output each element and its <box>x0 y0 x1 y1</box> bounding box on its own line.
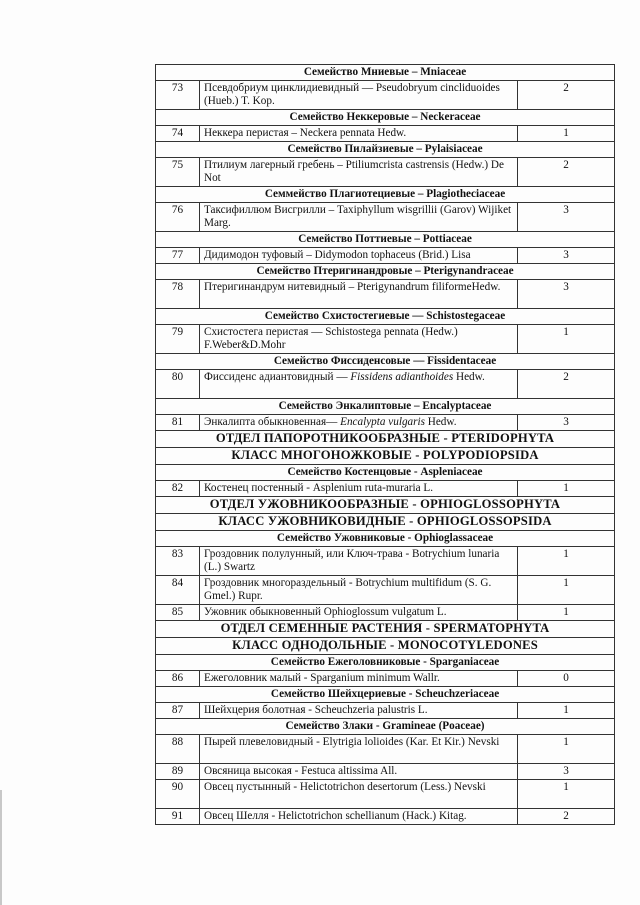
species-name <box>200 325 518 354</box>
species-name <box>200 605 518 621</box>
species-number: 79 <box>156 325 200 354</box>
species-number: 90 <box>156 780 200 809</box>
species-row <box>156 576 615 605</box>
species-name <box>200 158 518 187</box>
species-name-text: Фиссиденс адиантовидный — <box>204 371 351 383</box>
family-header-row <box>156 465 615 481</box>
species-number: 83 <box>156 547 200 576</box>
species-number: 80 <box>156 370 200 399</box>
species-name <box>200 248 518 264</box>
status-category: 2 <box>518 809 615 825</box>
family-header-row <box>156 687 615 703</box>
status-category: 3 <box>518 248 615 264</box>
species-name <box>200 547 518 576</box>
family-header-row <box>156 187 615 203</box>
species-row <box>156 735 615 764</box>
species-row <box>156 370 615 399</box>
species-row <box>156 547 615 576</box>
species-row <box>156 780 615 809</box>
species-number: 77 <box>156 248 200 264</box>
species-name <box>200 280 518 309</box>
family-header-row <box>156 110 615 126</box>
species-number: 84 <box>156 576 200 605</box>
species-row <box>156 481 615 497</box>
status-category: 1 <box>518 576 615 605</box>
status-category: 1 <box>518 325 615 354</box>
species-row <box>156 605 615 621</box>
species-name-text: Птилиум лагерный гребень – Ptiliumcrista castrensis (Hedw.) De Not <box>204 159 504 184</box>
status-category: 2 <box>518 81 615 110</box>
species-name-text: Псевдобриум цинклидиевидный — Pseudobryum cincliduoides (Hueb.) T. Kop. <box>204 82 500 107</box>
species-row <box>156 415 615 431</box>
status-category: 1 <box>518 703 615 719</box>
species-number: 82 <box>156 481 200 497</box>
family-title: Семейство Ежеголовниковые - Sparganiaceae <box>156 655 615 671</box>
species-number: 76 <box>156 203 200 232</box>
species-name <box>200 764 518 780</box>
family-header-row <box>156 655 615 671</box>
division-title: ОТДЕЛ СЕМЕННЫЕ РАСТЕНИЯ - SPERMATOPHYTA <box>156 621 615 638</box>
species-name <box>200 809 518 825</box>
species-name-text: Пырей плевеловидный - Elytrigia lolioides (Kar. Et Kir.) Nevski <box>204 736 500 748</box>
species-number: 85 <box>156 605 200 621</box>
species-name <box>200 81 518 110</box>
family-header-row <box>156 309 615 325</box>
species-row <box>156 809 615 825</box>
species-row <box>156 203 615 232</box>
family-title: Семейство Костенцовые - Aspleniaceae <box>156 465 615 481</box>
species-number: 91 <box>156 809 200 825</box>
species-name-text: Дидимодон туфовый – Didymodon tophaceus (Brid.) Lisa <box>204 249 471 261</box>
family-title: Семейство Злаки - Gramineae (Poaceae) <box>156 719 615 735</box>
species-name <box>200 415 518 431</box>
status-category: 1 <box>518 481 615 497</box>
status-category: 1 <box>518 780 615 809</box>
family-header-row <box>156 531 615 547</box>
division-title: ОТДЕЛ ПАПОРОТНИКООБРАЗНЫЕ - PTERIDOPHYTA <box>156 431 615 448</box>
family-title: Семейство Схистостегиевые — Schistostegaceae <box>156 309 615 325</box>
family-header-row <box>156 719 615 735</box>
species-name <box>200 203 518 232</box>
species-number: 88 <box>156 735 200 764</box>
species-name <box>200 576 518 605</box>
species-name-text: Гроздовник многораздельный - Botrychium multifidum (S. G. Gmel.) Rupr. <box>204 577 492 602</box>
family-title: Семейство Поттиевые – Pottiaceae <box>156 232 615 248</box>
species-number: 73 <box>156 81 200 110</box>
family-title: Семейство Энкалиптовые – Encalyptaceae <box>156 399 615 415</box>
species-row <box>156 325 615 354</box>
family-header-row <box>156 142 615 158</box>
species-table-body <box>156 65 615 825</box>
species-row <box>156 248 615 264</box>
species-name-text: Неккера перистая – Neckera pennata Hedw. <box>204 127 407 139</box>
division-header-row <box>156 431 615 448</box>
species-number: 78 <box>156 280 200 309</box>
status-category: 3 <box>518 203 615 232</box>
species-name <box>200 671 518 687</box>
species-number: 74 <box>156 126 200 142</box>
species-name-text: Птеригинандрум нитевидный – Pterigynandrum filiformeHedw. <box>204 281 501 293</box>
status-category: 3 <box>518 415 615 431</box>
species-author: Hedw. <box>453 371 485 383</box>
species-number: 81 <box>156 415 200 431</box>
family-title: Семейство Пилайзиевые – Pylaisiaceae <box>156 142 615 158</box>
species-name-text: Энкалипта обыкновенная— <box>204 416 341 428</box>
species-latin-name: Encalypta vulgaris <box>340 416 425 428</box>
family-title: Семейство Фиссиденсовые — Fissidentaceae <box>156 354 615 370</box>
division-title: ОТДЕЛ УЖОВНИКООБРАЗНЫЕ - OPHIOGLOSSOPHYTA <box>156 497 615 514</box>
family-header-row <box>156 232 615 248</box>
species-number: 86 <box>156 671 200 687</box>
species-row <box>156 81 615 110</box>
division-header-row <box>156 638 615 655</box>
species-name-text: Овсец Шелля - Helictotrichon schellianum (Hack.) Kitag. <box>204 810 467 822</box>
species-name-text: Овсяница высокая - Festuca altissima All. <box>204 765 398 777</box>
species-number: 87 <box>156 703 200 719</box>
division-header-row <box>156 514 615 531</box>
species-row <box>156 671 615 687</box>
status-category: 3 <box>518 280 615 309</box>
division-title: КЛАСС МНОГОНОЖКОВЫЕ - POLYPODIOPSIDA <box>156 448 615 465</box>
family-title: Семейство Птеригинандровые – Pterigynandraceae <box>156 264 615 280</box>
family-header-row <box>156 399 615 415</box>
scan-margin-shadow <box>0 790 2 905</box>
division-header-row <box>156 448 615 465</box>
status-category: 1 <box>518 735 615 764</box>
status-category: 0 <box>518 671 615 687</box>
family-title: Семейство Ужовниковые - Ophioglassaceae <box>156 531 615 547</box>
family-header-row <box>156 264 615 280</box>
species-row <box>156 126 615 142</box>
species-row <box>156 158 615 187</box>
species-name <box>200 703 518 719</box>
species-author: Hedw. <box>424 416 457 428</box>
species-name <box>200 481 518 497</box>
family-header-row <box>156 65 615 81</box>
family-title: Семмейство Плагиотециевые – Plagiotheciaceae <box>156 187 615 203</box>
status-category: 3 <box>518 764 615 780</box>
species-name <box>200 370 518 399</box>
status-category: 1 <box>518 126 615 142</box>
species-name-text: Схистостега перистая — Schistostega pennata (Hedw.) F.Weber&D.Mohr <box>204 326 458 351</box>
family-title: Семейство Мниевые – Mniaceae <box>156 65 615 81</box>
family-title: Семейство Неккеровые – Neckeraceae <box>156 110 615 126</box>
species-number: 89 <box>156 764 200 780</box>
species-name-text: Шейхцерия болотная - Scheuchzeria palustris L. <box>204 704 428 716</box>
species-name-text: Костенец постенный - Asplenium ruta-muraria L. <box>204 482 434 494</box>
species-name-text: Таксифиллюм Висгрилли – Taxiphyllum wisgrillii (Garov) Wijiket Marg. <box>204 204 512 229</box>
species-name <box>200 780 518 809</box>
species-row <box>156 280 615 309</box>
status-category: 1 <box>518 547 615 576</box>
status-category: 2 <box>518 158 615 187</box>
status-category: 1 <box>518 605 615 621</box>
species-name-text: Овсец пустынный - Helictotrichon desertorum (Less.) Nevski <box>204 781 486 793</box>
species-name-text: Ужовник обыкновенный Ophioglossum vulgatum L. <box>204 606 447 618</box>
species-table <box>155 64 615 825</box>
species-name <box>200 126 518 142</box>
division-title: КЛАСС ОДНОДОЛЬНЫЕ - MONOCOTYLEDONES <box>156 638 615 655</box>
family-title: Семейство Шейхцериевые - Scheuchzeriaceae <box>156 687 615 703</box>
species-row <box>156 703 615 719</box>
status-category: 2 <box>518 370 615 399</box>
division-header-row <box>156 497 615 514</box>
species-row <box>156 764 615 780</box>
family-header-row <box>156 354 615 370</box>
species-name <box>200 735 518 764</box>
species-name-text: Ежеголовник малый - Sparganium minimum Wallr. <box>204 672 440 684</box>
species-name-text: Гроздовник полулунный, или Ключ-трава - Botrychium lunaria (L.) Swartz <box>204 548 500 573</box>
species-number: 75 <box>156 158 200 187</box>
division-header-row <box>156 621 615 638</box>
division-title: КЛАСС УЖОВНИКОВИДНЫЕ - OPHIOGLOSSOPSIDA <box>156 514 615 531</box>
species-latin-name: Fissidens adianthoides <box>350 371 454 383</box>
